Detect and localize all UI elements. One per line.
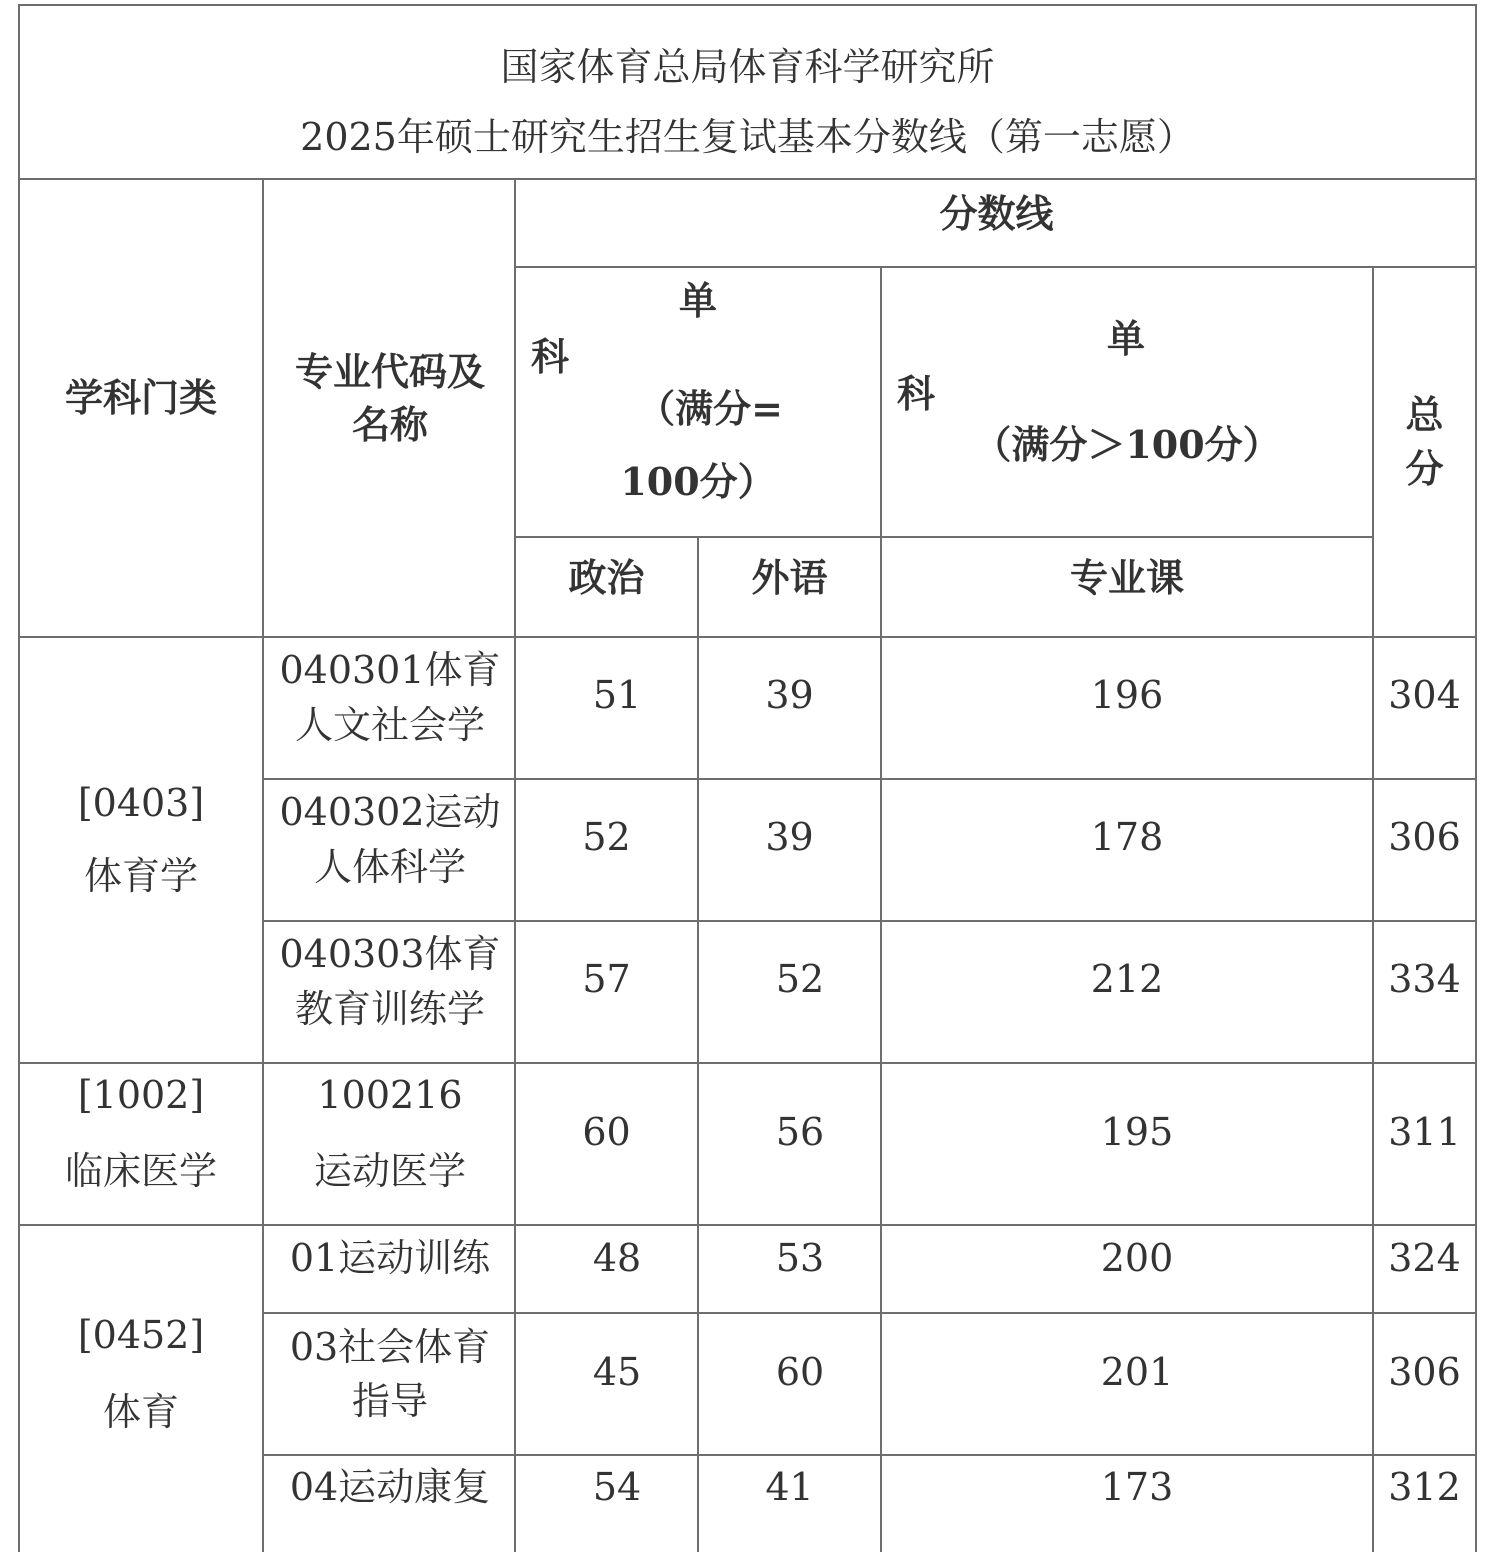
header-single-over-full: （满分＞100分） — [973, 422, 1281, 467]
header-single-over-ke: 科 — [896, 371, 935, 416]
major-name-line1: 100216 — [317, 1073, 463, 1117]
table-title-line2: 2025年硕士研究生招生复试基本分数线（第一志愿） — [300, 115, 1195, 159]
foreign-score: 39 — [765, 815, 814, 859]
major-course-score: 173 — [1100, 1465, 1174, 1509]
group-divider — [18, 1224, 1477, 1226]
group-divider — [18, 1062, 1477, 1064]
major-name-line1: 040301体育 — [279, 648, 501, 692]
politics-score: 54 — [592, 1465, 642, 1509]
total-score: 306 — [1388, 815, 1461, 859]
header-major-code-line2: 名称 — [351, 402, 428, 447]
foreign-score: 52 — [775, 957, 825, 1001]
header-single-over-dan: 单 — [1106, 316, 1145, 361]
group-name: 临床医学 — [64, 1149, 217, 1193]
header-major-course: 专业课 — [1069, 555, 1184, 600]
politics-score: 52 — [582, 815, 631, 859]
total-score: 311 — [1388, 1110, 1461, 1154]
subheader-divider — [514, 536, 1372, 538]
border-top — [18, 4, 1477, 6]
row-divider — [262, 1312, 1477, 1314]
header-single100-dan: 单 — [678, 278, 717, 323]
header-major-code-line1: 专业代码及 — [294, 349, 485, 394]
row-divider — [262, 778, 1477, 780]
header-single100-full1: （满分= — [637, 386, 783, 431]
header-score-lines: 分数线 — [939, 191, 1054, 236]
major-name-line2: 教育训练学 — [294, 987, 485, 1031]
foreign-score: 39 — [765, 673, 814, 717]
politics-score: 51 — [592, 673, 642, 717]
major-course-score: 200 — [1100, 1236, 1174, 1280]
header-politics: 政治 — [568, 555, 645, 600]
politics-score: 45 — [592, 1350, 642, 1394]
total-score: 306 — [1388, 1350, 1461, 1394]
group-code: [1002] — [77, 1073, 205, 1117]
major-course-score: 196 — [1090, 673, 1164, 717]
major-name-line2: 人体科学 — [313, 845, 466, 889]
total-score: 334 — [1388, 957, 1461, 1001]
foreign-score: 56 — [775, 1110, 825, 1154]
header-single100-full2: 100分） — [620, 459, 776, 504]
major-name-line1: 04运动康复 — [289, 1465, 491, 1509]
header-category: 学科门类 — [64, 375, 217, 420]
foreign-score: 60 — [775, 1350, 825, 1394]
header-total-line1: 总 — [1405, 392, 1444, 437]
major-name-line1: 040303体育 — [279, 932, 501, 976]
header-foreign: 外语 — [751, 555, 828, 600]
major-name-line2: 指导 — [351, 1379, 428, 1423]
politics-score: 48 — [592, 1236, 642, 1280]
major-name-line1: 01运动训练 — [289, 1236, 491, 1280]
major-name-line2: 人文社会学 — [294, 703, 485, 747]
politics-score: 60 — [582, 1110, 631, 1154]
group-code: [0452] — [77, 1313, 205, 1357]
foreign-score: 53 — [775, 1236, 825, 1280]
group-name: 体育 — [102, 1390, 179, 1434]
total-score: 304 — [1388, 673, 1461, 717]
group-name: 体育学 — [83, 854, 198, 898]
header-total-line2: 分 — [1405, 446, 1444, 491]
major-course-score: 201 — [1100, 1350, 1174, 1394]
politics-score: 57 — [582, 957, 631, 1001]
major-course-score: 212 — [1090, 957, 1164, 1001]
score-lines-divider — [514, 266, 1477, 268]
group-code: [0403] — [77, 781, 205, 825]
total-score: 312 — [1388, 1465, 1461, 1509]
header-bottom — [18, 636, 1477, 638]
major-name-line2: 运动医学 — [313, 1149, 466, 1193]
major-course-score: 195 — [1100, 1110, 1174, 1154]
table-title-line1: 国家体育总局体育科学研究所 — [500, 45, 995, 89]
major-course-score: 178 — [1090, 815, 1164, 859]
total-score: 324 — [1388, 1236, 1461, 1280]
header-single100-ke: 科 — [530, 334, 569, 379]
major-name-line1: 040302运动 — [279, 790, 501, 834]
row-divider — [262, 1454, 1477, 1456]
title-divider — [18, 178, 1477, 180]
major-name-line1: 03社会体育 — [289, 1325, 491, 1369]
foreign-score: 41 — [765, 1465, 814, 1509]
row-divider — [262, 920, 1477, 922]
